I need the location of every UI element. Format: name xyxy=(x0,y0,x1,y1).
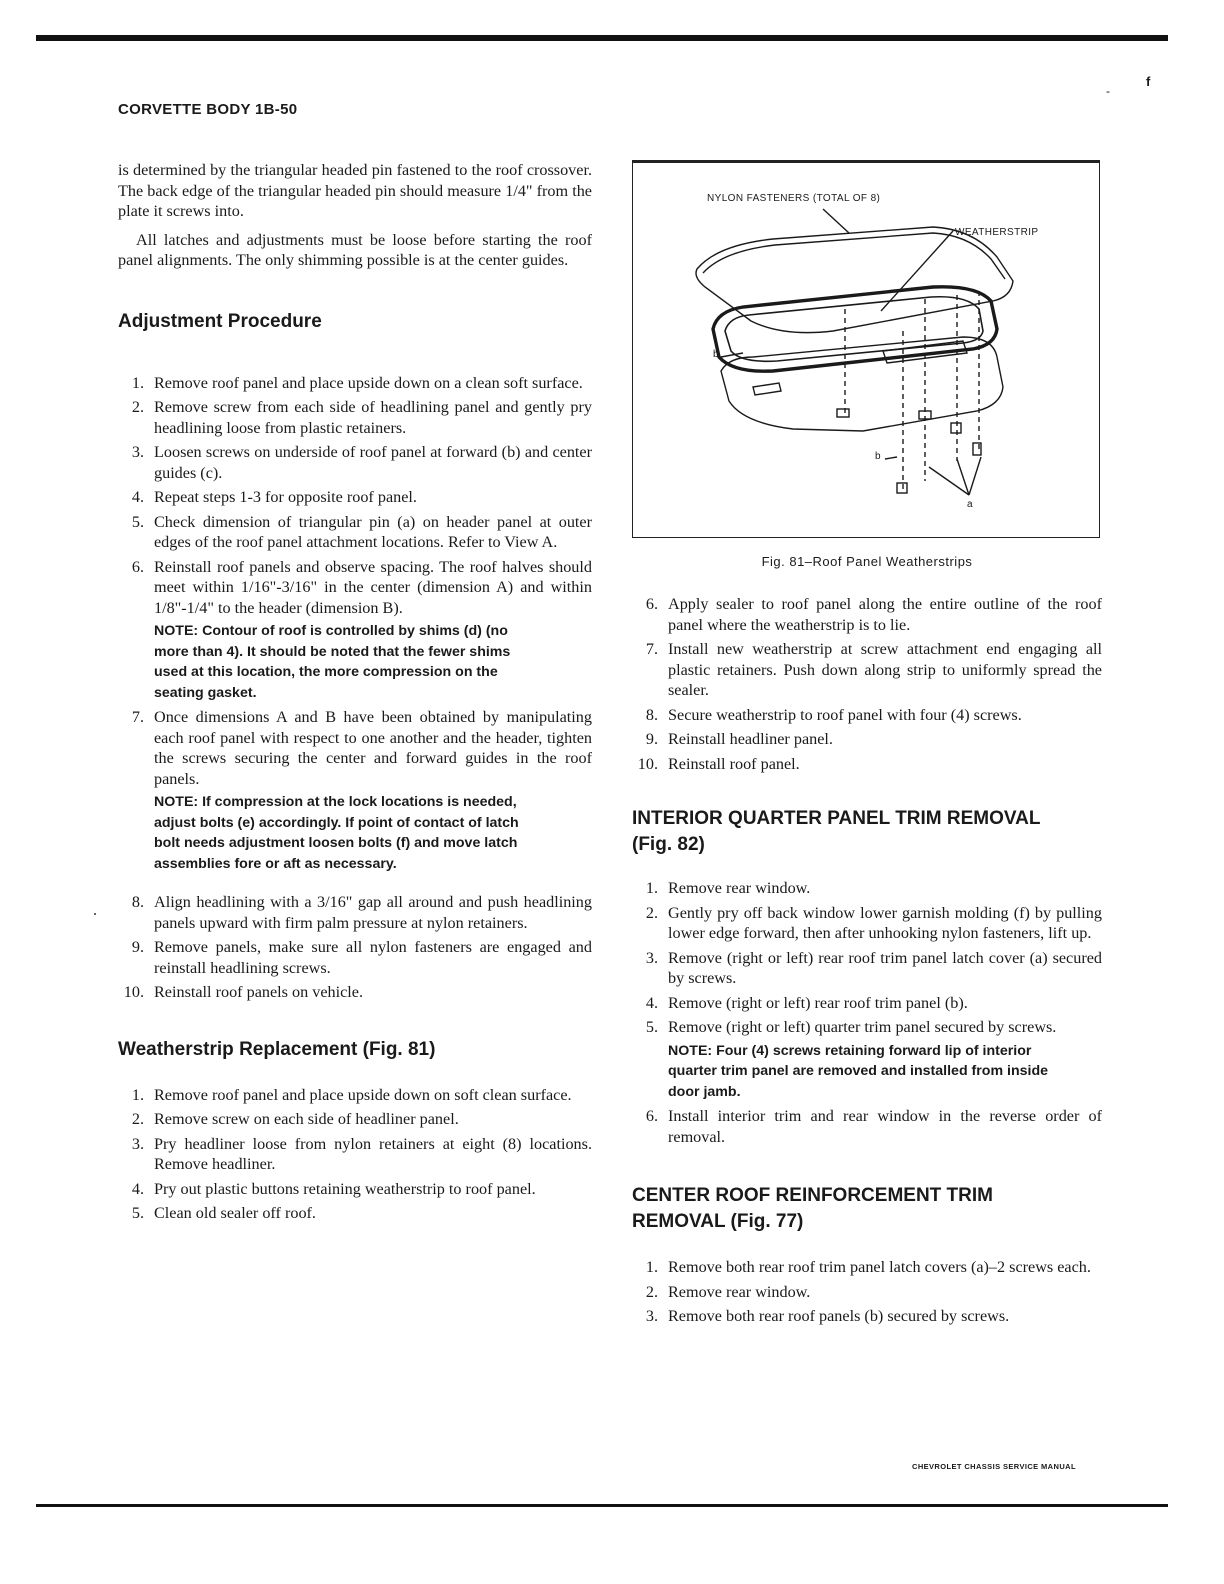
list-item: 2. Remove rear window. xyxy=(645,1282,811,1301)
list-item: 4. Pry out plastic buttons retaining weatherstrip to roof panel. xyxy=(131,1179,536,1198)
weatherstrip-steps xyxy=(118,1085,592,1224)
list-item: 2. Remove screw on each side of headliner panel. xyxy=(131,1110,459,1128)
adjustment-steps xyxy=(118,373,592,1003)
list-item: 4. Repeat steps 1-3 for opposite roof panel. xyxy=(131,488,417,506)
list-item: 6. Reinstall roof panels and observe spacing. The roof halves should meet within 1/16"-3/16" in the center (dimension A) and within 1/8"-1/4" to the header (dimension B). NOTE: Contour of roof is controlled by shims (d) (no more than 4). It should be noted that the fewer shims used at this location, the more compression on the seating gasket. xyxy=(118,557,592,704)
label-b: b xyxy=(713,349,719,360)
corner-dash: - xyxy=(1106,84,1110,98)
list-item: 9. Reinstall headliner panel. xyxy=(645,730,833,748)
list-item: 1. Remove roof panel and place upside down on a clean soft surface. xyxy=(131,373,583,392)
list-item: 1. Remove rear window. xyxy=(645,879,811,897)
running-head: CORVETTE BODY 1B-50 xyxy=(118,101,298,118)
footer-manual-title: CHEVROLET CHASSIS SERVICE MANUAL xyxy=(912,1462,1076,1471)
list-item: 2. Remove screw from each side of headlining panel and gently pry headlining loose from plastic retainers. xyxy=(131,398,592,437)
right-column xyxy=(632,594,1102,1331)
list-item: 5. Remove (right or left) quarter trim panel secured by screws. NOTE: Four (4) screws retaining forward lip of interior quarter trim panel are removed and installed from inside door jamb. xyxy=(632,1017,1102,1102)
list-item: 7. Once dimensions A and B have been obtained by manipulating each roof panel with respect to one another and the header, tighten the screws securing the center and forward guides in the roof panels. NOTE: If compression at the lock locations is needed, adjust bolts (e) accordingly. If point of contact of latch bolt needs adjustment loosen bolts (f) and move latch assemblies fore or aft as necessary. xyxy=(118,707,592,874)
list-item: 4. Remove (right or left) rear roof trim panel (b). xyxy=(645,993,968,1012)
weatherstrip-heading: Weatherstrip Replacement (Fig. 81) xyxy=(118,1038,436,1060)
label-weatherstrip: WEATHERSTRIP xyxy=(955,227,1039,238)
list-item: 3. Loosen screws on underside of roof panel at forward (b) and center guides (c). xyxy=(131,443,592,482)
list-item: 3. Remove both rear roof panels (b) secured by screws. xyxy=(645,1307,1010,1325)
intro-paragraph: is determined by the triangular headed pin fastened to the roof crossover. The back edge of the triangular headed pin should measure 1/4" from the plate it screws into. xyxy=(118,161,592,220)
list-item: 5. Clean old sealer off roof. xyxy=(131,1204,316,1222)
list-item: 7. Install new weatherstrip at screw attachment end engaging all plastic retainers. Push down along strip to uniformly spread the sealer. xyxy=(645,640,1102,699)
center-roof-heading: CENTER ROOF REINFORCEMENT TRIM REMOVAL (Fig. 77) xyxy=(632,1185,993,1232)
list-item: 10. Reinstall roof panels on vehicle. xyxy=(123,983,364,1001)
interior-trim-heading: INTERIOR QUARTER PANEL TRIM REMOVAL (Fig. 82) xyxy=(632,808,1041,855)
label-a: a xyxy=(967,499,973,510)
note: NOTE: If compression at the lock locations is needed, adjust bolts (e) accordingly. If point of contact of latch bolt needs adjustment loosen bolts (f) and move latch assemblies fore or aft as necessary. xyxy=(154,794,519,872)
list-item: 5. Check dimension of triangular pin (a) on header panel at outer edges of the roof panel attachment locations. Refer to View A. xyxy=(131,512,592,551)
list-item: 1. Remove both rear roof trim panel latch covers (a)–2 screws each. xyxy=(645,1258,1091,1276)
list-item: 9. Remove panels, make sure all nylon fasteners are engaged and reinstall headlining screws. xyxy=(131,938,592,977)
left-column xyxy=(118,160,592,1228)
list-item: 8. Align headlining with a 3/16" gap all around and push headlining panels upward with firm palm pressure at nylon retainers. xyxy=(131,893,592,932)
list-item: 1. Remove roof panel and place upside down on soft clean surface. xyxy=(131,1085,572,1104)
list-item: 10. Reinstall roof panel. xyxy=(637,754,800,773)
list-item: 2. Gently pry off back window lower garnish molding (f) by pulling lower edge forward, then after unhooking nylon fasteners, lift up. xyxy=(645,903,1102,942)
label-nylon-fasteners: NYLON FASTENERS (TOTAL OF 8) xyxy=(707,193,881,204)
list-item: 3. Remove (right or left) rear roof trim panel latch cover (a) secured by screws. xyxy=(645,948,1102,987)
bottom-rule xyxy=(36,1504,1168,1507)
list-item: 6. Apply sealer to roof panel along the entire outline of the roof panel where the weatherstrip is to lie. xyxy=(645,595,1102,634)
scan-speck xyxy=(94,913,96,915)
weatherstrip-steps-continued xyxy=(632,594,1102,774)
label-b: b xyxy=(875,451,881,462)
intro-paragraph-2: All latches and adjustments must be loose before starting the roof panel alignments. The only shimming possible is at the center guides. xyxy=(118,230,592,269)
list-item: 6. Install interior trim and rear window in the reverse order of removal. xyxy=(645,1107,1102,1146)
center-roof-steps xyxy=(632,1257,1102,1327)
list-item: 3. Pry headliner loose from nylon retainers at eight (8) locations. Remove headliner. xyxy=(131,1134,592,1173)
note: NOTE: Four (4) screws retaining forward lip of interior quarter trim panel are removed and installed from inside door jamb. xyxy=(668,1042,1049,1100)
corner-mark: f xyxy=(1146,74,1151,89)
note: NOTE: Contour of roof is controlled by shims (d) (no more than 4). It should be noted that the fewer shims used at this location, the more compression on the seating gasket. xyxy=(154,623,511,701)
interior-trim-steps xyxy=(632,878,1102,1147)
list-item: 8. Secure weatherstrip to roof panel with four (4) screws. xyxy=(645,705,1022,724)
adjustment-heading: Adjustment Procedure xyxy=(118,310,322,332)
top-rule xyxy=(36,35,1168,41)
roof-panel-illustration xyxy=(633,161,1099,537)
figure-caption: Fig. 81–Roof Panel Weatherstrips xyxy=(761,554,973,569)
figure-81 xyxy=(632,160,1100,538)
